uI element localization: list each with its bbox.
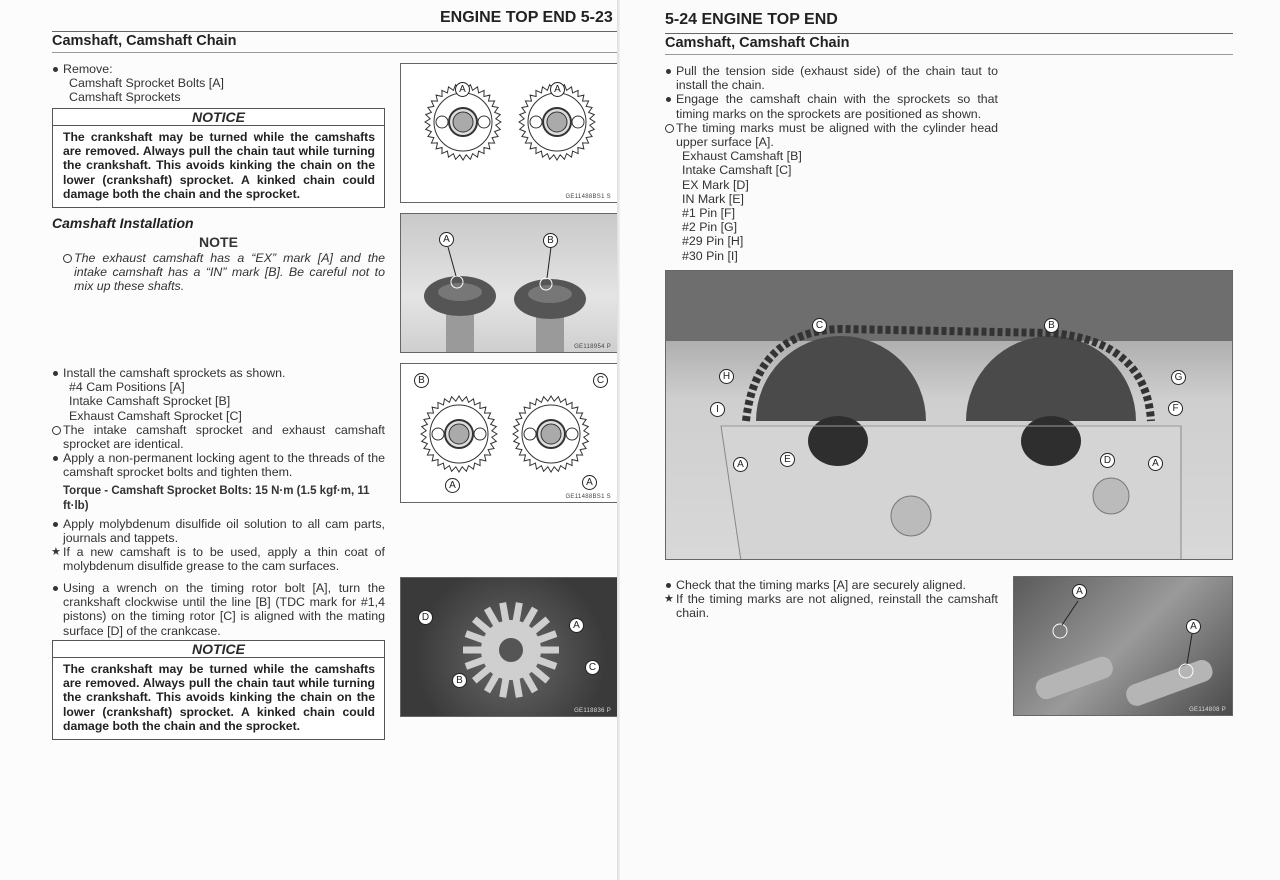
header-rule [52, 31, 618, 32]
notice-box [52, 108, 385, 208]
remove-item: Camshaft Sprockets [69, 90, 181, 105]
callout: A [733, 457, 748, 472]
page-header: ENGINE TOP END 5-23 [440, 9, 613, 26]
note-text: The exhaust camshaft has a “EX” mark [A] and the intake camshaft has a “IN” mark [B]. Be careful not to mix up these shafts. [63, 251, 385, 294]
locking-step: Apply a non-permanent locking agent to the threads of the camshaft sprocket bolts and tighten them. [52, 451, 385, 479]
sprocket-bolts-diagram [400, 63, 618, 203]
callout: F [1168, 401, 1183, 416]
callout: E [780, 452, 795, 467]
notice-body: The crankshaft may be turned while the camshafts are removed. Always pull the chain taut while turning the crankshaft. This avoids kinking the chain on the lower (crankshaft) sprocket. A kinked chain could damage both the chain and the sprocket. [63, 130, 375, 201]
callout: G [1171, 370, 1186, 385]
callout: A [550, 82, 565, 97]
figure-code: GE118954 P [574, 344, 611, 350]
camshaft-check-drawing [1014, 577, 1233, 716]
callout: A [1148, 456, 1163, 471]
legend-item: IN Mark [E] [682, 191, 744, 206]
timing-rotor-photo [400, 577, 618, 717]
callout: A [582, 475, 597, 490]
callout: A [1072, 584, 1087, 599]
figure-code: GE11488BS1 S [565, 194, 611, 200]
callout: B [1044, 318, 1059, 333]
right-page [620, 0, 1280, 880]
camshaft-marks-photo [400, 213, 618, 353]
callout: A [455, 82, 470, 97]
header-rule [665, 33, 1233, 34]
legend-item: #2 Pin [G] [682, 220, 738, 235]
wrench-step [52, 581, 385, 638]
section-rule [665, 54, 1233, 55]
notice-title: NOTICE [53, 641, 384, 658]
figure-code: GE118955 P [1189, 551, 1226, 557]
callout: A [569, 618, 584, 633]
identical-note: The intake camshaft sprocket and exhaust camshaft sprocket are identical. [52, 423, 385, 451]
section-rule [52, 52, 618, 53]
notice-title: NOTICE [53, 109, 384, 126]
notice-box [52, 640, 385, 740]
notice-body: The crankshaft may be turned while the camshafts are removed. Always pull the chain taut while turning the crankshaft. This avoids kinking the chain on the lower (crankshaft) sprocket. A kinked chain could damage both the chain and the sprocket. [63, 662, 375, 733]
remove-bullet: Remove: [52, 62, 385, 76]
callout: B [414, 373, 429, 388]
section-title: Camshaft, Camshaft Chain [52, 33, 237, 49]
subsection-title: Camshaft Installation [52, 215, 194, 231]
callout: D [418, 610, 433, 625]
chain-steps [665, 64, 998, 263]
cylinder-head-drawing [666, 271, 1233, 560]
install-item: Exhaust Camshaft Sprocket [C] [69, 408, 242, 423]
callout: C [812, 318, 827, 333]
chain-timing-photo [665, 270, 1233, 560]
remove-step [52, 62, 385, 105]
note-body [63, 251, 385, 294]
check-step: Check that the timing marks [A] are securely aligned. [665, 578, 998, 592]
sprocket-drawing [401, 64, 618, 203]
callout: B [543, 233, 558, 248]
pull-step: Pull the tension side (exhaust side) of the chain taut to install the chain. [665, 64, 998, 92]
left-page [0, 0, 618, 880]
newcam-note: ★ If a new camshaft is to be used, apply a thin coat of molybdenum disulfide grease to the cam surfaces. [52, 545, 385, 573]
camshaft-photo-drawing [401, 214, 618, 353]
legend-item: #1 Pin [F] [682, 206, 736, 221]
callout: C [593, 373, 608, 388]
legend-item: EX Mark [D] [682, 177, 749, 192]
callout: H [719, 369, 734, 384]
check-steps [665, 578, 998, 621]
legend-item: Intake Camshaft [C] [682, 163, 792, 178]
callout: A [439, 232, 454, 247]
legend-item: #30 Pin [I] [682, 248, 738, 263]
engage-step: Engage the camshaft chain with the sprockets so that timing marks on the sprockets are positioned as shown. [665, 92, 998, 120]
figure-code: GE11488BS1 S [565, 494, 611, 500]
install-steps [52, 366, 385, 573]
reinstall-note: ★ If the timing marks are not aligned, reinstall the camshaft chain. [665, 592, 998, 620]
callout: A [445, 478, 460, 493]
aligned-note: The timing marks must be aligned with the cylinder head upper surface [A]. [665, 121, 998, 149]
install-bullet: Install the camshaft sprockets as shown. [52, 366, 385, 380]
page-header: 5-24 ENGINE TOP END [665, 11, 838, 28]
moly-step: Apply molybdenum disulfide oil solution to all cam parts, journals and tappets. [52, 517, 385, 545]
callout: A [1186, 619, 1201, 634]
callout: C [585, 660, 600, 675]
figure-code: GE118836 P [574, 708, 611, 714]
callout: D [1100, 453, 1115, 468]
sprocket-installation-diagram [400, 363, 618, 503]
install-item: #4 Cam Positions [A] [69, 380, 185, 395]
remove-item: Camshaft Sprocket Bolts [A] [69, 76, 224, 91]
install-item: Intake Camshaft Sprocket [B] [69, 394, 231, 409]
section-title: Camshaft, Camshaft Chain [665, 35, 850, 51]
timing-rotor-drawing [401, 578, 618, 717]
legend-item: Exhaust Camshaft [B] [682, 149, 802, 164]
note-title: NOTE [199, 234, 238, 250]
legend-item: #29 Pin [H] [682, 234, 744, 249]
torque-spec: Torque - Camshaft Sprocket Bolts: 15 N·m (1.5 kgf·m, 11 ft·lb) [63, 484, 370, 512]
callout: B [452, 673, 467, 688]
figure-code: GE114808 P [1189, 707, 1226, 713]
callout: I [710, 402, 725, 417]
timing-check-photo [1013, 576, 1233, 716]
wrench-text: Using a wrench on the timing rotor bolt [A], turn the crankshaft clockwise until the line [B] (TDC mark for #1,4 pistons) on the timing rotor [C] is aligned with the mating surface [D] of the crankcase. [52, 581, 385, 638]
